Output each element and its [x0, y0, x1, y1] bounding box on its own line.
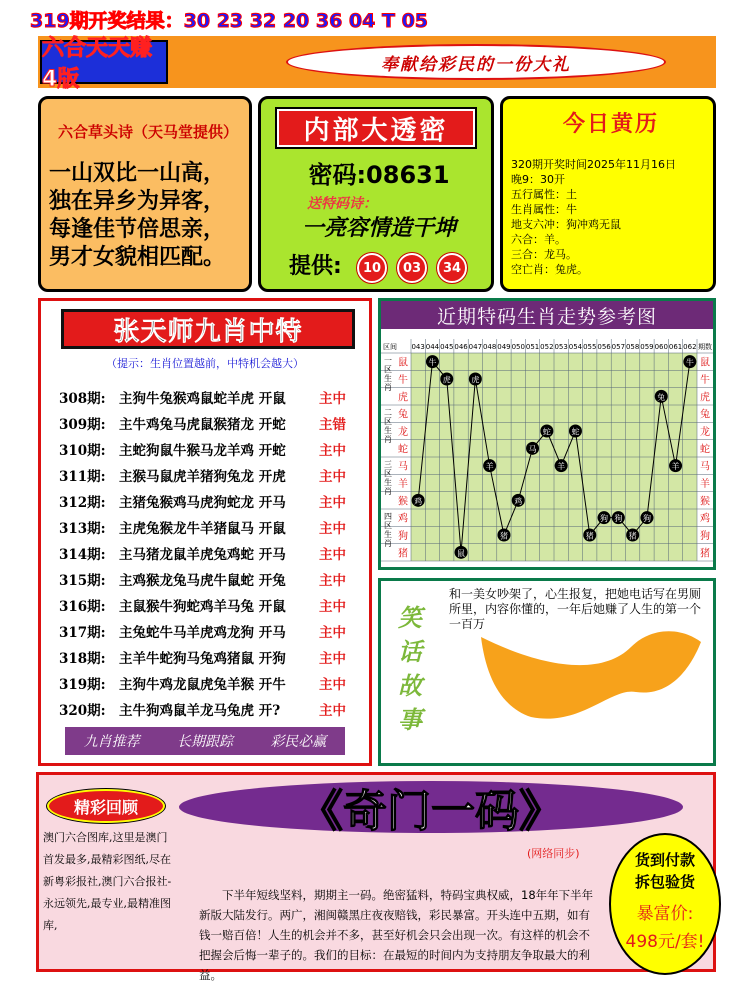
data-point-label: 牛 [685, 358, 694, 368]
number-ball: 10 [357, 253, 387, 283]
row-prediction: 主虎兔猴龙牛羊猪鼠马 开鼠 [119, 521, 286, 537]
row-result: 主中 [319, 495, 346, 511]
x-tick-label: 043 [411, 343, 425, 351]
x-tick-label: 053 [554, 343, 568, 351]
data-point-label: 蛇 [571, 427, 580, 437]
net-sync-label: (网络同步) [527, 847, 580, 860]
row-prediction: 主牛狗鸡鼠羊龙马兔虎 开? [119, 703, 281, 719]
row-period: 320期: [59, 703, 106, 719]
row-result: 主中 [319, 599, 346, 615]
previous-result-line: 319期开奖结果：30 23 32 20 36 04 T 05 [30, 10, 429, 32]
almanac-panel [500, 96, 716, 292]
list-row [59, 387, 369, 413]
row-prediction: 主马猪龙鼠羊虎兔鸡蛇 开马 [119, 547, 286, 563]
x-tick-label: 061 [668, 343, 683, 351]
poem-line: 男才女貌相匹配。 [49, 245, 226, 270]
data-point-label: 猪 [499, 531, 508, 541]
almanac-line: 地支六冲：狗冲鸡无鼠 [511, 218, 621, 231]
data-point-label: 虎 [442, 375, 451, 385]
list-row [59, 647, 369, 673]
row-result: 主中 [319, 391, 346, 407]
data-point-label: 马 [528, 444, 537, 454]
row-result: 主错 [319, 417, 346, 433]
almanac-line: 320期开奖时间2025年11月16日 [511, 158, 676, 171]
almanac-line: 空亡肖：兔虎。 [511, 263, 588, 276]
footer-phrase: 九肖推荐 [83, 734, 140, 750]
data-point-label: 兔 [657, 392, 666, 402]
poem-line: 一山双比一山高， [49, 161, 226, 186]
y-right-label: 虎 [700, 392, 710, 404]
y-left-label: 猪 [398, 548, 408, 560]
x-tick-label: 048 [482, 343, 497, 351]
poem-line: 独在异乡为异客， [49, 189, 226, 214]
row-result: 主中 [319, 547, 346, 563]
price-line: 498元/套! [625, 932, 705, 952]
y-left-label: 龙 [398, 427, 408, 438]
poem-panel [38, 96, 252, 292]
list-row [59, 699, 369, 725]
y-right-label: 猴 [700, 496, 710, 508]
x-tick-label: 051 [525, 343, 540, 351]
list-row [59, 673, 369, 699]
list-title: 张天师九肖中特 [61, 309, 355, 349]
row-prediction: 主猴马鼠虎羊猪狗兔龙 开虎 [119, 469, 286, 485]
footer-phrase: 长期跟踪 [176, 734, 233, 750]
chart-right-header: 期数 [698, 343, 712, 351]
x-tick-label: 062 [683, 343, 697, 351]
y-left-label: 牛 [398, 375, 408, 386]
joke-side-title: 笑话故事 [398, 603, 422, 734]
edition-title: 六合天天赚 4版 [40, 40, 168, 84]
y-left-label: 狗 [398, 531, 408, 542]
row-prediction: 主猪兔猴鸡马虎狗蛇龙 开马 [119, 495, 286, 511]
list-hint: （提示：生肖位置越前，中特机会越大） [106, 357, 304, 370]
list-row [59, 491, 369, 517]
price-line: 暴富价: [636, 904, 694, 924]
data-point-label: 狗 [600, 514, 609, 524]
row-result: 主中 [319, 521, 346, 537]
row-prediction: 主兔蛇牛马羊虎鸡龙狗 开马 [119, 625, 286, 641]
almanac-line: 晚9：30开 [511, 173, 565, 186]
y-right-label: 蛇 [700, 444, 710, 456]
x-tick-label: 046 [454, 343, 468, 351]
row-prediction: 主鼠猴牛狗蛇鸡羊马兔 开鼠 [119, 599, 286, 615]
almanac-line: 三合：龙马。 [511, 248, 577, 261]
y-left-label: 猴 [398, 496, 408, 508]
data-point-label: 猪 [585, 531, 594, 541]
price-badge [609, 833, 721, 975]
send-poem: 一亮容情造干坤 [301, 215, 456, 241]
x-tick-label: 058 [625, 343, 640, 351]
data-point-label: 鼠 [457, 548, 466, 558]
y-left-label: 虎 [398, 392, 408, 404]
row-period: 310期: [59, 443, 106, 459]
review-text: 澳门六合图库,这里是澳门首发最多,最精彩图纸,尽在新粤彩报社,澳门六合报社-永远领先,最专业,最精准图库, [43, 831, 172, 932]
row-prediction: 主牛鸡兔马虎鼠猴猪龙 开蛇 [119, 417, 286, 433]
secret-panel [258, 96, 494, 292]
list-row [59, 439, 369, 465]
zone-label: 二区生肖 [384, 408, 392, 444]
row-period: 314期: [59, 547, 106, 563]
number-ball: 34 [437, 253, 467, 283]
x-tick-label: 044 [425, 343, 440, 351]
prediction-list-panel [38, 298, 372, 766]
x-tick-label: 045 [440, 343, 454, 351]
list-row [59, 543, 369, 569]
y-right-label: 羊 [700, 479, 710, 490]
data-point-label: 羊 [557, 462, 566, 472]
y-left-label: 羊 [398, 479, 408, 490]
x-tick-label: 054 [568, 343, 583, 351]
row-prediction: 主鸡猴龙兔马虎牛鼠蛇 开兔 [119, 573, 286, 589]
joke-panel [378, 578, 716, 766]
row-prediction: 主狗牛鸡龙鼠虎兔羊猴 开牛 [119, 677, 286, 693]
row-period: 312期: [59, 495, 106, 511]
promo-panel [36, 772, 716, 982]
joke-text: 和一美女吵架了，心生报复，把她电话写在男厕所里，内容你懂的，一年后她赚了人生的第一个一百万 [449, 587, 702, 631]
list-row [59, 465, 369, 491]
promo-text: 下半年短线坚料，期期主一码。绝密猛料，特码宝典权威，18年年下半年新版大陆发行。两广，湘闽赣黑庄夜夜赔钱，彩民暴富。开头连中五期，如有钱一赔百倍！人生的机会并不多，甚至好机会只会出现一次。有这样的机会不把握会后悔一辈子的。我们的目标：在最短的时间内为支持朋友争取最大的利益。 [199, 888, 594, 982]
send-poem-label: 送特码诗： [307, 196, 377, 212]
data-point-label: 鸡 [514, 496, 523, 506]
y-right-label: 牛 [700, 375, 710, 386]
row-period: 318期: [59, 651, 106, 667]
row-result: 主中 [319, 703, 346, 719]
zone-label: 三区生肖 [384, 460, 392, 496]
promo-banner: 《奇门一码》 [179, 781, 683, 833]
price-line: 拆包验货 [634, 873, 695, 891]
almanac-line: 五行属性：土 [511, 188, 577, 201]
y-left-label: 蛇 [398, 444, 408, 456]
row-period: 309期: [59, 417, 106, 433]
row-period: 316期: [59, 599, 106, 615]
data-point-label: 牛 [428, 358, 437, 368]
x-tick-label: 047 [468, 343, 483, 351]
data-point-label: 羊 [485, 462, 494, 472]
x-tick-label: 056 [597, 343, 611, 351]
zone-label: 四区生肖 [384, 512, 392, 548]
header-slogan: 奉献给彩民的一份大礼 [286, 44, 666, 80]
list-row [59, 569, 369, 595]
list-row [59, 621, 369, 647]
data-point-label: 猪 [628, 531, 637, 541]
almanac-title: 今日黄历 [562, 111, 659, 137]
y-right-label: 龙 [700, 427, 710, 438]
x-tick-label: 057 [611, 343, 626, 351]
data-point-label: 蛇 [542, 427, 551, 437]
poem-title: 六合草头诗（天马堂提供） [57, 123, 238, 141]
y-left-label: 兔 [398, 409, 408, 421]
data-point-label: 狗 [642, 514, 651, 524]
y-right-label: 鸡 [700, 513, 710, 525]
y-right-label: 马 [700, 461, 710, 473]
row-period: 313期: [59, 521, 106, 537]
row-period: 317期: [59, 625, 106, 641]
row-period: 319期: [59, 677, 106, 693]
row-prediction: 主羊牛蛇狗马兔鸡猪鼠 开狗 [119, 651, 286, 667]
row-result: 主中 [319, 469, 346, 485]
y-right-label: 兔 [700, 409, 710, 421]
price-line: 货到付款 [634, 851, 695, 869]
y-right-label: 鼠 [700, 357, 710, 369]
row-result: 主中 [319, 573, 346, 589]
secret-password: 密码:08631 [308, 161, 450, 189]
x-tick-label: 052 [540, 343, 554, 351]
row-period: 311期: [59, 469, 106, 485]
row-result: 主中 [319, 443, 346, 459]
poem-line: 每逢佳节倍思亲， [49, 217, 226, 242]
footer-phrase: 彩民必赢 [270, 734, 327, 750]
list-row [59, 595, 369, 621]
data-point-label: 狗 [614, 514, 623, 524]
zone-label: 一区生肖 [384, 356, 392, 392]
secret-title: 内部大透密 [277, 109, 475, 147]
row-result: 主中 [319, 625, 346, 641]
y-left-label: 马 [398, 461, 408, 473]
chart-title: 近期特码生肖走势参考图 [381, 301, 713, 329]
trend-chart-panel [378, 298, 716, 570]
chart-corner-label: 区间 [383, 343, 397, 351]
row-result: 主中 [319, 651, 346, 667]
number-ball: 03 [397, 253, 427, 283]
data-point-label: 羊 [671, 462, 680, 472]
review-title: 精彩回顾 [47, 789, 165, 823]
y-left-label: 鼠 [398, 357, 408, 369]
y-right-label: 猪 [700, 548, 710, 560]
row-period: 308期: [59, 391, 106, 407]
row-result: 主中 [319, 677, 346, 693]
provide-label: 提供: [289, 254, 342, 279]
list-row [59, 413, 369, 439]
row-prediction: 主狗牛兔猴鸡鼠蛇羊虎 开鼠 [119, 391, 286, 407]
trend-chart [381, 331, 713, 567]
row-prediction: 主蛇狗鼠牛猴马龙羊鸡 开蛇 [119, 443, 286, 459]
data-point-label: 虎 [471, 375, 480, 385]
list-row [59, 517, 369, 543]
x-tick-label: 059 [640, 343, 654, 351]
row-period: 315期: [59, 573, 106, 589]
x-tick-label: 055 [583, 343, 597, 351]
almanac-line: 六合：羊。 [511, 233, 566, 246]
x-tick-label: 050 [511, 343, 525, 351]
almanac-line: 生肖属性：牛 [511, 203, 577, 216]
x-tick-label: 060 [654, 343, 668, 351]
y-right-label: 狗 [700, 531, 710, 542]
x-tick-label: 049 [497, 343, 511, 351]
data-point-label: 鸡 [414, 496, 423, 506]
y-left-label: 鸡 [398, 513, 408, 525]
list-footer [65, 727, 345, 755]
